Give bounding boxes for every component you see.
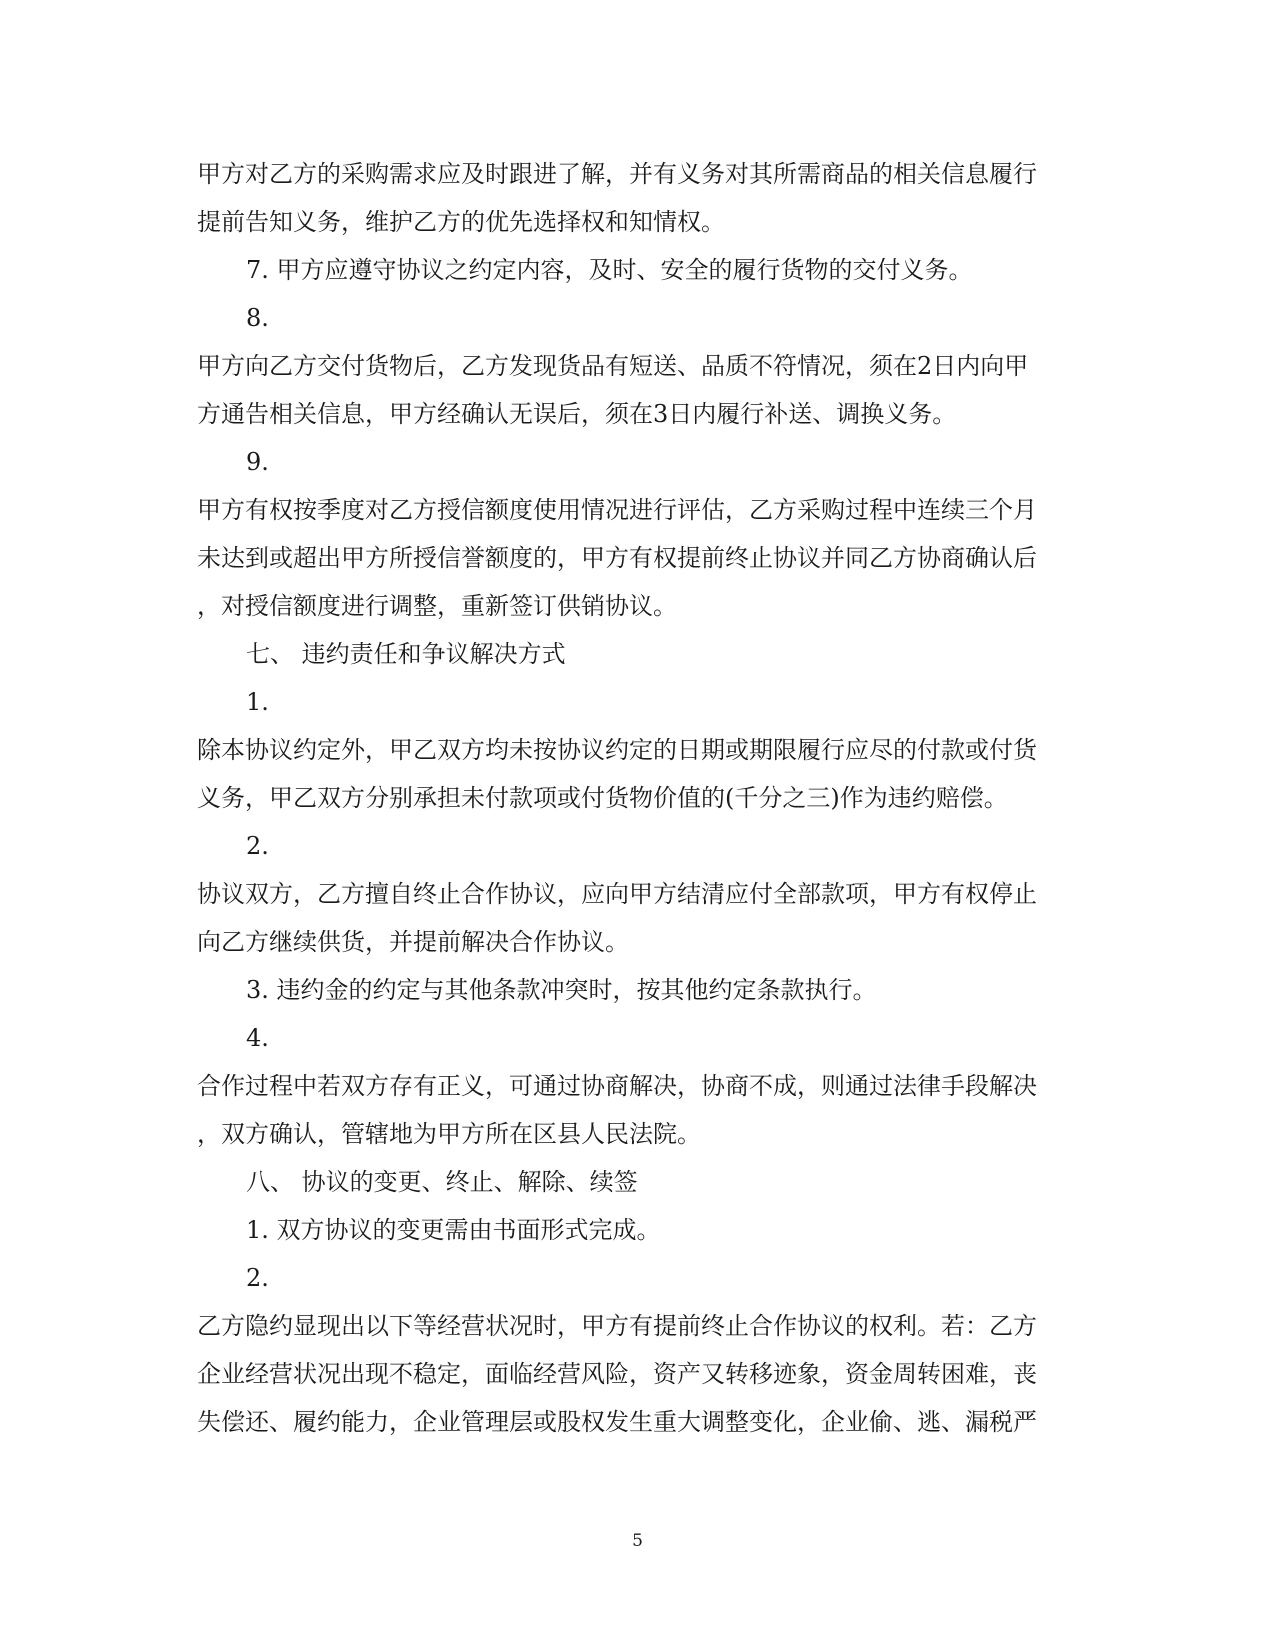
- text-line: 8.: [246, 304, 269, 332]
- text-line: 7. 甲方应遵守协议之约定内容，及时、安全的履行货物的交付义务。: [246, 256, 973, 284]
- text-line: 除本协议约定外，甲乙双方均未按协议约定的日期或期限履行应尽的付款或付货: [197, 736, 1037, 764]
- page-number: 5: [632, 1531, 643, 1551]
- text-line: 2.: [246, 832, 269, 860]
- text-line: 2.: [246, 1264, 269, 1292]
- text-line: 乙方隐约显现出以下等经营状况时，甲方有提前终止合作协议的权利。若：乙方: [197, 1312, 1037, 1340]
- text-line: 协议双方，乙方擅自终止合作协议，应向甲方结清应付全部款项，甲方有权停止: [197, 880, 1037, 908]
- text-line: 失偿还、履约能力，企业管理层或股权发生重大调整变化，企业偷、逃、漏税严: [197, 1408, 1037, 1436]
- text-line: 义务，甲乙双方分别承担未付款项或付货物价值的(千分之三)作为违约赔偿。: [197, 784, 1008, 812]
- text-line: 甲方对乙方的采购需求应及时跟进了解，并有义务对其所需商品的相关信息履行: [197, 160, 1037, 188]
- text-line: 企业经营状况出现不稳定，面临经营风险，资产又转移迹象，资金周转困难，丧: [197, 1360, 1037, 1388]
- text-line: 向乙方继续供货，并提前解决合作协议。: [197, 928, 629, 956]
- text-line: 八、 协议的变更、终止、解除、续签: [246, 1168, 638, 1196]
- text-line: 3. 违约金的约定与其他条款冲突时，按其他约定条款执行。: [246, 976, 877, 1004]
- text-line: ，双方确认，管辖地为甲方所在区县人民法院。: [197, 1120, 701, 1148]
- document-body: [197, 150, 1077, 1446]
- text-line: 合作过程中若双方存有正义，可通过协商解决，协商不成，则通过法律手段解决: [197, 1072, 1037, 1100]
- text-line: 未达到或超出甲方所授信誉额度的，甲方有权提前终止协议并同乙方协商确认后: [197, 544, 1037, 572]
- text-line: 提前告知义务，维护乙方的优先选择权和知情权。: [197, 208, 725, 236]
- text-line: 9.: [246, 448, 269, 476]
- text-line: ，对授信额度进行调整，重新签订供销协议。: [197, 592, 677, 620]
- text-line: 甲方向乙方交付货物后，乙方发现货品有短送、品质不符情况，须在2日内向甲: [197, 352, 1029, 380]
- text-line: 七、 违约责任和争议解决方式: [246, 640, 566, 668]
- text-line: 1.: [246, 688, 269, 716]
- text-line: 方通告相关信息，甲方经确认无误后，须在3日内履行补送、调换义务。: [197, 400, 957, 428]
- text-line: 甲方有权按季度对乙方授信额度使用情况进行评估，乙方采购过程中连续三个月: [197, 496, 1037, 524]
- text-line: 1. 双方协议的变更需由书面形式完成。: [246, 1216, 661, 1244]
- text-line: 4.: [246, 1024, 269, 1052]
